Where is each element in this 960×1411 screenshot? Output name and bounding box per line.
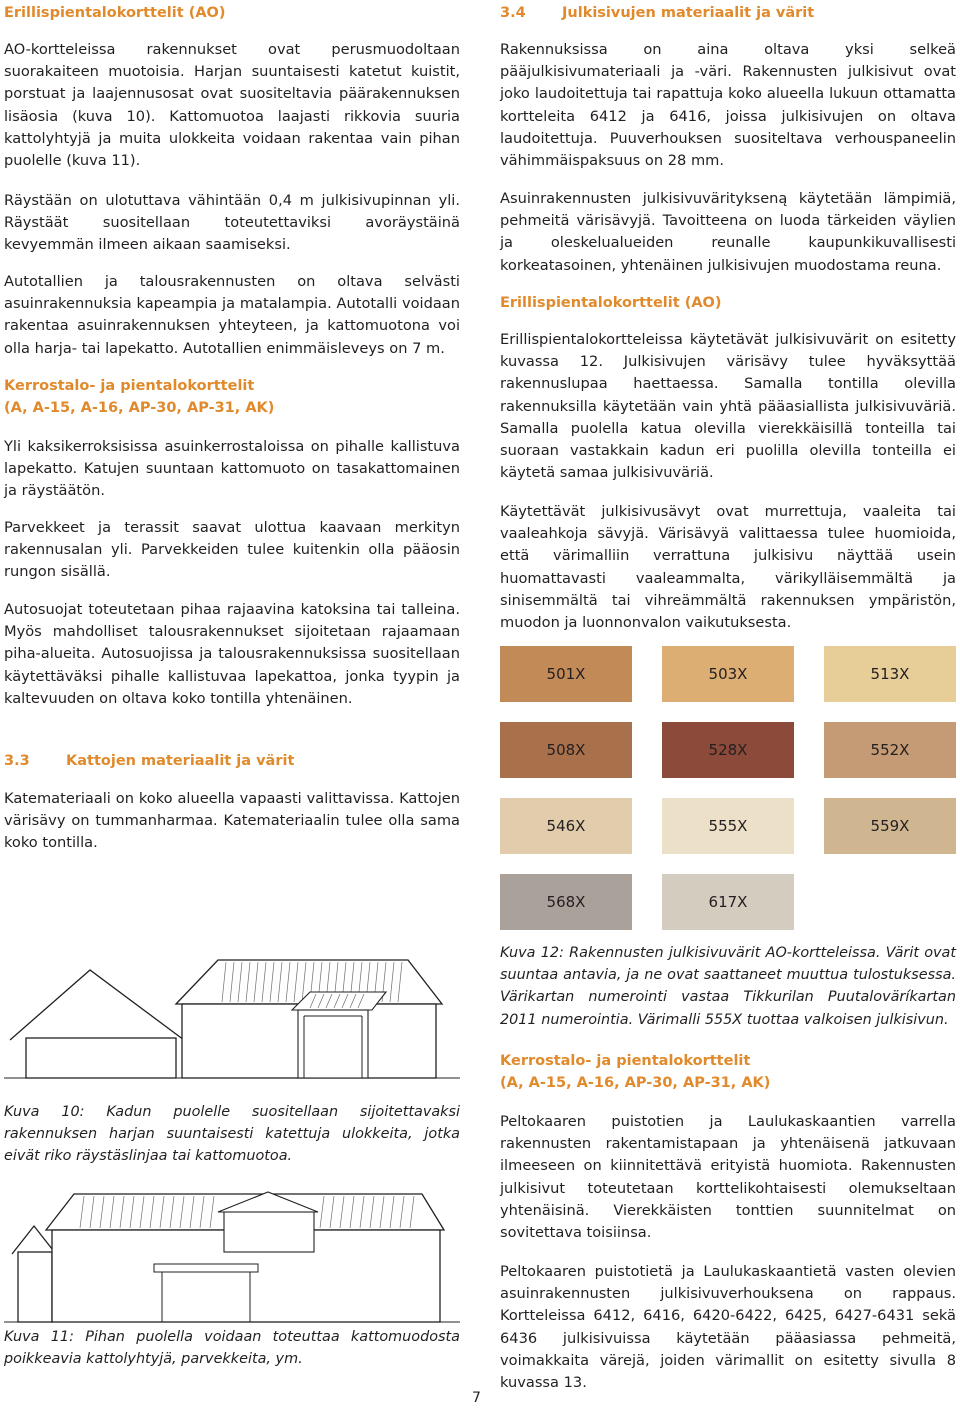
swatch-508x bbox=[500, 722, 632, 778]
paragraph-facade-colors: Asuinrakennusten julkisivuväritykseną käytetään lämpimiä, pehmeitä värisävyjä. Tavoitteena on luoda tärkeiden väylien ja oleskelualueiden reunalle kaupunkikuvallisesti korkeatasoinen, yhtenäinen julkisivujen muodostama reuna. bbox=[500, 190, 956, 274]
paragraph-ao-colors: Erillispientalokortteleissa käytetävät julkisivuvärit on esitetty kuvassa 12. Julkisivujen värisävy tulee hyväksyttää rakennuslupaa haettaessa. Samalla tontilla olevilla rakennuksilla käytetään vain yhtä pääasiallista julkisivuväriä. Samalla puolella katua olevilla vierekkäisillä tonteilla tai suoraan vastakkain kadun eri puolilla olevilla tonteilla ei käytetä samaa julkisivuväriä. bbox=[500, 331, 956, 482]
paragraph-streetside-facades: Peltokaaren puistotien ja Laulukaskaantien varrella rakennusten rakentamistapaan ja yhtenäisenä jatkuvaan ilmeeseen on kiinnitettävä erityistä huomiota. Rakennusten julkisivut toteutetaan korttelikohtaisesti olemukseltaan yhtenäisinä. Vierekkäisten tonttien suunnitelmat on sovitettava toisiinsa. bbox=[500, 1113, 956, 1242]
paragraph-facade-material: Rakennuksissa on aina oltava yksi selkeä pääjulkisivumateriaali ja -väri. Rakennusten julkisivut ovat joko laudoitettuja tai rapattuja koko alueella lukuun ottamatta kortteleita 6412 ja 6416, joissa julkisivujen on oltava laudoitettuja. Puuverhouksen suositeltava verhouspaneelin vähimmäispaksuus on 28 mm. bbox=[500, 41, 956, 170]
paragraph-roof-slope: Yli kaksikerroksisissa asuinkerrostaloissa on pihalle kallistuva lapekatto. Katujen suuntaan kattomuoto on tasakattomainen ja räystäätön. bbox=[4, 438, 460, 500]
swatch-559x bbox=[824, 798, 956, 854]
color-swatch-chart bbox=[500, 646, 960, 938]
page-number: 7 bbox=[472, 1390, 481, 1406]
swatch-501x bbox=[500, 646, 632, 702]
paragraph-color-tones: Käytettävät julkisivusävyt ovat murrettuja, vaaleita tai vaaleahkoja sävyjä. Värisävyä valittaessa tulee huomioida, että värimalliin verrattuna julkisivu näyttää usein huomattavasti vaaleammalta, värikylläisemmältä ja sinisemmältä tai vihreämmältä rakennuksen ympäristön, muodon ja luonnonvalon vaikutuksesta. bbox=[500, 503, 956, 632]
heading-3-3-title: Kattojen materiaalit ja värit bbox=[66, 753, 295, 769]
swatch-503x bbox=[662, 646, 794, 702]
paragraph-car-shelters: Autosuojat toteutetaan pihaa rajaavina katoksina tai talleina. Myös mahdolliset talousrakennukset sijoitetaan rajaamaan piha-alueita. Autosuojissa ja talousrakennuksissa suositellaan käytettäväksi pihalle kallistuvaa lapekattoa, jonka tyypin ja kaltevuuden on oltava koko tontilla yhtenäinen. bbox=[4, 601, 460, 707]
swatch-label: 617X bbox=[708, 893, 748, 911]
swatch-555x bbox=[662, 798, 794, 854]
heading-3-4-title: Julkisivujen materiaalit ja värit bbox=[562, 5, 815, 21]
swatch-552x bbox=[824, 722, 956, 778]
swatch-label: 559X bbox=[870, 817, 910, 835]
paragraph-eaves: Räystään on ulotuttava vähintään 0,4 m julkisivupinnan yli. Räystäät suositellaan toteutettaviksi avoräystäinä kevyemmän ilmeen aikaan saamiseksi. bbox=[4, 192, 460, 254]
heading-kp-right-line1: Kerrostalo- ja pientalokorttelit bbox=[500, 1053, 751, 1069]
swatch-546x bbox=[500, 798, 632, 854]
swatch-label: 513X bbox=[870, 665, 910, 683]
swatch-513x bbox=[824, 646, 956, 702]
swatch-528x bbox=[662, 722, 794, 778]
house-street-side-svg bbox=[4, 950, 460, 1082]
paragraph-render-facades: Peltokaaren puistotietä ja Laulukaskaantietä vasten olevien asuinrakennusten julkisivuverhouksena on rappaus. Kortteleissa 6412, 6416, 6420-6422, 6425, 6427-6431 sekä 6436 julkisivuissa käytetään pääasiassa pehmeitä, voimakkaita värejä, joiden värimallit on esitetty sivulla 8 kuvassa 13. bbox=[500, 1263, 956, 1392]
figure-11-drawing bbox=[4, 1190, 460, 1326]
heading-kp-left-line2: (A, A-15, A-16, AP-30, AP-31, AK) bbox=[4, 400, 275, 416]
swatch-label: 568X bbox=[546, 893, 586, 911]
swatch-label: 501X bbox=[546, 665, 586, 683]
swatch-label: 528X bbox=[708, 741, 748, 759]
paragraph-ao-shape: AO-kortteleissa rakennukset ovat perusmuodoltaan suorakaiteen muotoisia. Harjan suuntaisesti katetut kuistit, porstuat ja laajennusosat ovat suositeltavia päärakennuksen lisäosia (kuva 10). Kattomuotoa laajasti rikkovia suuria kattolyhtyjä ja muita ulokkeita voidaan rakentaa vain pihan puolelle (kuva 11). bbox=[4, 41, 460, 170]
swatch-label: 503X bbox=[708, 665, 748, 683]
caption-figure-12: Kuva 12: Rakennusten julkisivuvärit AO-kortteleissa. Värit ovat suuntaa antavia, ja ne ovat saattaneet muuttua tulostuksessa. Värikartan numerointi vastaa Tikkurilan Puutaloväríkartan 2011 numerointia. Värimalli 555X tuottaa valkoisen julkisivun. bbox=[500, 945, 956, 1028]
heading-kp-left bbox=[4, 375, 274, 419]
swatch-568x bbox=[500, 874, 632, 930]
heading-3-4 bbox=[500, 2, 814, 24]
swatch-label: 508X bbox=[546, 741, 586, 759]
swatch-617x bbox=[662, 874, 794, 930]
swatch-label: 546X bbox=[546, 817, 586, 835]
paragraph-balconies: Parvekkeet ja terassit saavat ulottua kaavaan merkityn rakennusalan yli. Parvekkeiden tulee kuitenkin olla pääosin rungon sisällä. bbox=[4, 519, 460, 581]
swatch-label: 555X bbox=[708, 817, 748, 835]
heading-3-4-number: 3.4 bbox=[500, 5, 526, 21]
heading-kp-right bbox=[500, 1050, 770, 1094]
figure-10-drawing bbox=[4, 950, 460, 1082]
paragraph-roof-material: Katemateriaali on koko alueella vapaasti valittavissa. Kattojen värisävy on tummanharmaa. Katemateriaalin tulee olla sama koko tontilla. bbox=[4, 790, 460, 852]
heading-kp-right-line2: (A, A-15, A-16, AP-30, AP-31, AK) bbox=[500, 1075, 771, 1091]
swatch-label: 552X bbox=[870, 741, 910, 759]
caption-figure-10: Kuva 10: Kadun puolelle suositellaan sijoitettavaksi rakennuksen harjan suuntaisesti katettuja ulokkeita, jotka eivät riko räystäslinjaa tai kattomuotoa. bbox=[4, 1104, 460, 1165]
paragraph-garages: Autotallien ja talousrakennusten on oltava selvästi asuinrakennuksia kapeampia ja matalampia. Autotalli voidaan rakentaa asuinrakennuksen yhteyteen, ja kattomuotona voi olla harja- tai lapekatto. Autotallien enimmäisleveys on 7 m. bbox=[4, 273, 460, 357]
heading-ao-right: Erillispientalokorttelit (AO) bbox=[500, 295, 722, 311]
house-yard-side-svg bbox=[4, 1190, 460, 1326]
heading-3-3-number: 3.3 bbox=[4, 753, 30, 769]
heading-3-3 bbox=[4, 750, 294, 772]
caption-figure-11: Kuva 11: Pihan puolella voidaan toteuttaa kattomuodosta poikkeavia kattolyhtyjä, parvekkeita, ym. bbox=[4, 1329, 460, 1368]
heading-ao-left: Erillispientalokorttelit (AO) bbox=[4, 5, 226, 21]
heading-kp-left-line1: Kerrostalo- ja pientalokorttelit bbox=[4, 378, 255, 394]
